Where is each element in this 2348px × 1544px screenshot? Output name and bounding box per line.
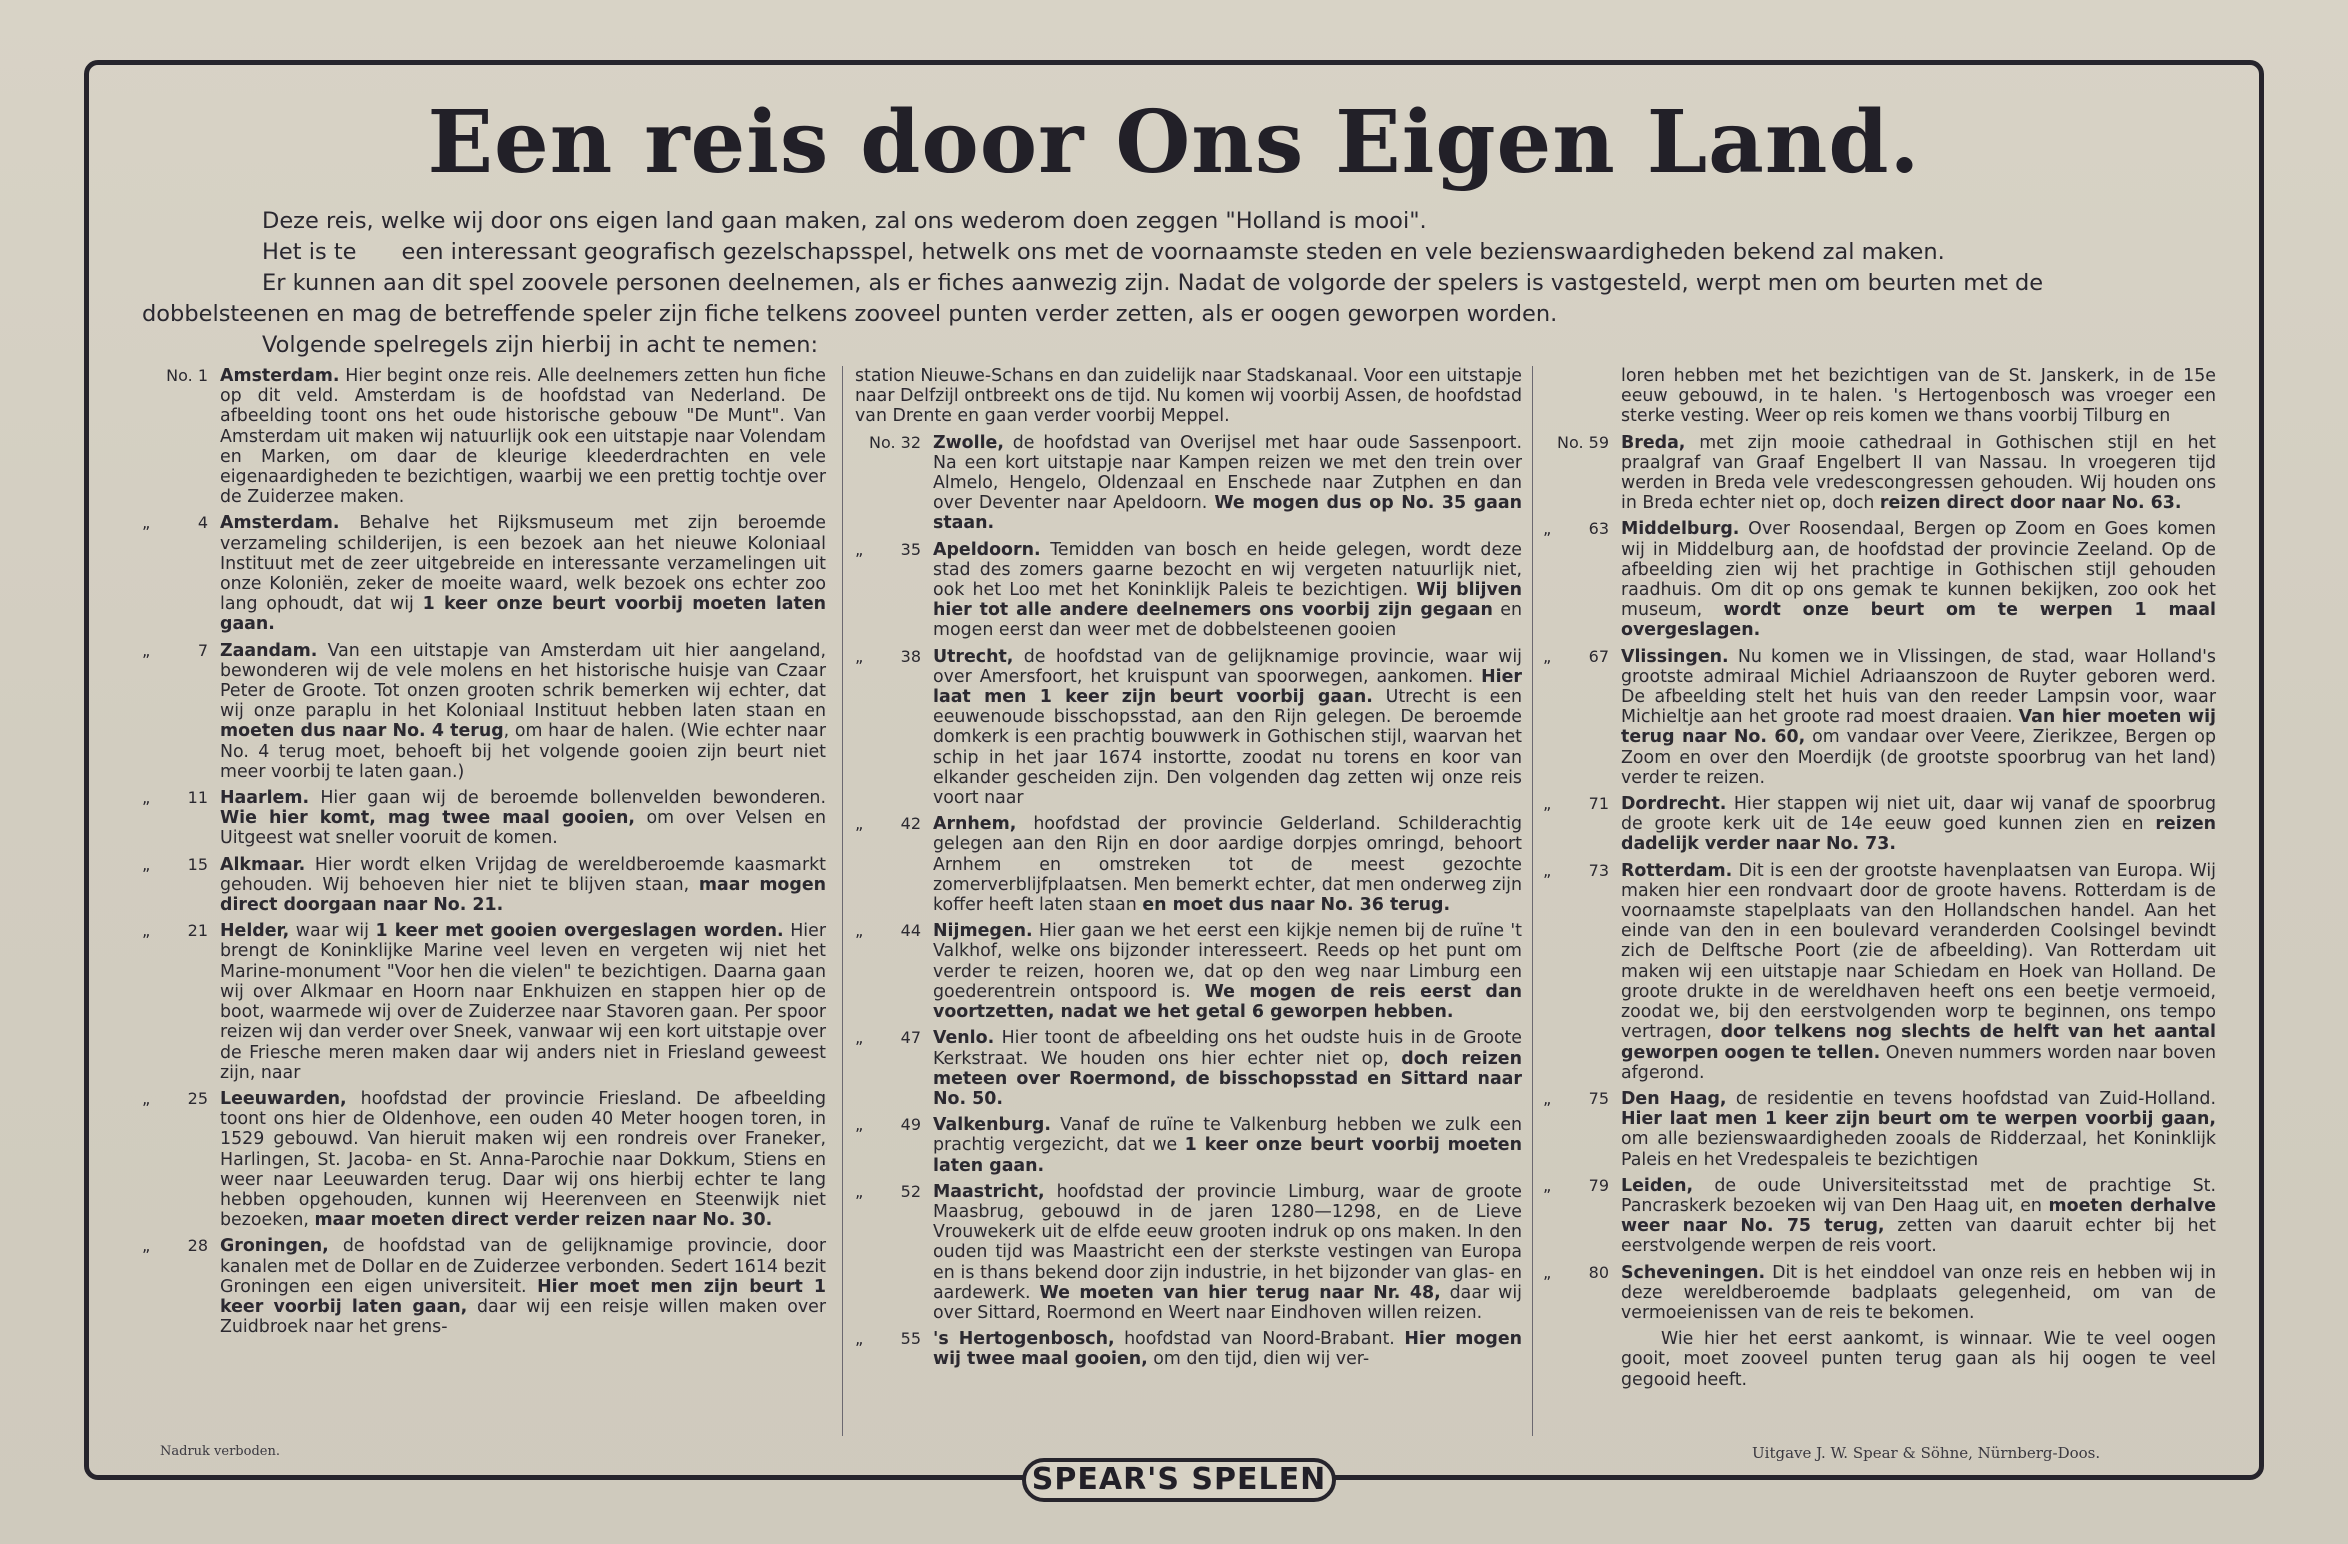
city-name: Leeuwarden,: [220, 1088, 347, 1109]
brand-logo: SPEAR'S SPELEN: [1022, 1458, 1336, 1502]
rule-text: daar wij een reisje willen maken over Zuidbroek naar het grens-: [220, 1296, 827, 1338]
rule-text: Dit is een der grootste havenplaatsen van Europa. Wij maken hier een rondvaart door de groote havens. Rotterdam is de voornaamste stapelplaats van den Hollandschen handel. Aan het einde van den in een boulevard veranderden Coolsingel bevindt zich de Delftsche Poort (zie de afbeelding). Van Rotterdam uit maken wij een uitstapje naar Schiedam en Hoek van Holland. De groote drukte in de wereldhaven heeft ons een beetje vermoeid, zoodat we, bij den eerstvolgenden worp te beginnen, ons tempo vertragen,: [1621, 860, 2216, 1043]
rule-entry: [855, 540, 1522, 641]
field-number-value: 73: [1588, 860, 1609, 880]
rule-instruction: maar mogen direct doorgaan naar No. 21.: [220, 874, 827, 916]
rule-text: waar wij: [289, 921, 376, 942]
rule-text: Vanaf de ruïne te Valkenburg hebben we zulk een prachtig vergezicht, dat we: [933, 1115, 1522, 1156]
field-number: [1543, 1176, 1609, 1196]
rule-entry: [1543, 794, 2216, 855]
rule-entry: [142, 921, 826, 1083]
rule-instruction: moeten derhalve weer naar No. 75 terug,: [1621, 1195, 2216, 1237]
rule-instruction: Wij blijven hier tot alle andere deelnemers ons voorbij zijn gegaan: [933, 580, 1522, 621]
field-number: [142, 1089, 208, 1109]
intro-line: Volgende spelregels zijn hierbij in acht te nemen:: [262, 332, 819, 358]
continued-text: loren hebben met het bezichtigen van de St. Janskerk, in de 15e eeuw gebouwd, in te halen. 's Hertogenbosch was vroeger een sterke vesting. Weer op reis komen we thans voorbij Tilburg en: [1621, 366, 2216, 427]
rule-instruction: Hier mogen wij twee maal gooien,: [933, 1329, 1522, 1370]
field-number-value: 67: [1588, 646, 1609, 666]
city-name: Valkenburg.: [933, 1115, 1051, 1136]
city-name: Leiden,: [1621, 1175, 1694, 1196]
field-number-value: 79: [1588, 1175, 1609, 1195]
ditto-mark: „: [142, 513, 151, 533]
field-number: [1543, 519, 1609, 539]
city-name: Nijmegen.: [933, 921, 1033, 942]
field-number: [1543, 647, 1609, 667]
city-name: Alkmaar.: [220, 854, 306, 875]
rule-text: hoofdstad der provincie Friesland. De afbeelding toont ons hier de Oldenhove, een ouden 40 Meter hoogen toren, in 1529 gebouwd. Van hieruit maken wij een rondreis over Franeker, Harlingen, St. Jacoba- en St. Anna-Parochie naar Dokkum, Stiens en weer naar Leeuwarden terug. Daar wij ons hierbij echter te lang hebben opgehouden, kunnen wij Heerenveen en Steenwijk niet bezoeken,: [220, 1088, 826, 1231]
field-number-value: 44: [900, 921, 921, 941]
city-name: Scheveningen.: [1621, 1262, 1766, 1283]
ditto-mark: „: [855, 1329, 864, 1349]
rule-text: Hier brengt de Koninklijke Marine veel leven en vergeten wij niet het Marine-monument "Voor hen die vielen" te bezichtigen. Daarna gaan wij over Alkmaar en Hoorn naar Enkhuizen en stappen hier op de boot, waarmede wij over de Zuiderzee naar Stavoren gaan. Per spoor reizen wij dan verder over Sneek, vanwaar wij een kort uitstapje over de Friesche meren maken daar wij anders niet in Friesland geweest zijn, naar: [220, 921, 826, 1083]
rule-text: de oude Universiteitsstad met de prachtige St. Pancraskerk bezoeken wij van Den Haag uit, en: [1621, 1175, 2216, 1216]
city-name: Utrecht,: [933, 646, 1014, 667]
rule-instruction: door telkens nog slechts de helft van het aantal geworpen oogen te tellen.: [1621, 1022, 2216, 1063]
field-number: [142, 641, 208, 661]
field-number: [1543, 861, 1609, 881]
field-number-value: 47: [900, 1028, 921, 1048]
rule-text: Van een uitstapje van Amsterdam uit hier aangeland, bewonderen wij de vele molens en het historische huisje van Czaar Peter de Groote. Tot onzen grooten schrik bemerken wij echter, dat wij onze paraplu in het Koloniaal Instituut hebben laten staan en: [220, 640, 826, 722]
field-number: [855, 647, 921, 667]
field-number: [1543, 794, 1609, 814]
rule-instruction: We mogen dus op No. 35 gaan staan.: [933, 493, 1522, 534]
rule-instruction: Wie hier komt, mag twee maal gooien,: [220, 808, 635, 829]
continued-text: station Nieuwe-Schans en dan zuidelijk naar Stadskanaal. Voor een uitstapje naar Delfzijl ontbreekt ons de tijd. Nu komen wij voorbij Assen, de hoofdstad van Drente en gaan verder voorbij Meppel.: [855, 366, 1522, 427]
ditto-mark: „: [142, 854, 151, 874]
field-number-value: 80: [1588, 1262, 1609, 1282]
rule-entry: [142, 641, 826, 782]
ditto-mark: „: [855, 646, 864, 666]
rule-text: de residentie en tevens hoofdstad van Zuid-Holland.: [1726, 1088, 2217, 1109]
field-number-value: 4: [197, 513, 208, 533]
winner-rule: Wie hier het eerst aankomt, is winnaar. Wie te veel oogen gooit, moet zooveel punten terug gaan als hij oogen te veel gegooid heeft.: [1621, 1329, 2216, 1390]
rule-text: zetten van daaruit echter bij het eerstvolgende werpen de reis voort.: [1621, 1216, 2216, 1257]
rule-instruction: reizen dadelijk verder naar No. 73.: [1621, 814, 2216, 855]
ditto-mark: „: [1543, 1175, 1552, 1195]
field-number: [142, 1236, 208, 1256]
field-number: [855, 540, 921, 560]
field-number: [855, 1329, 921, 1349]
ditto-mark: „: [855, 539, 864, 559]
rule-text: en mogen eerst dan weer met de dobbelsteenen gooien: [933, 600, 1522, 641]
ditto-mark: „: [1543, 1262, 1552, 1282]
ditto-mark: „: [1543, 860, 1552, 880]
field-number: [1543, 1263, 1609, 1283]
rule-entry: [1543, 1089, 2216, 1170]
rule-instruction: 1 keer onze beurt voorbij moeten laten gaan.: [220, 594, 826, 635]
field-number-value: 25: [187, 1088, 208, 1108]
intro-line: dobbelsteenen en mag de betreffende speler zijn fiche telkens zooveel punten verder zetten, als er oogen geworpen worden.: [142, 301, 1558, 327]
field-number: [142, 855, 208, 875]
rule-instruction: Hier laat men 1 keer zijn beurt om te werpen voorbij gaan,: [1621, 1109, 2216, 1130]
rule-text: hoofdstad der provincie Limburg, waar de groote Maasbrug, gebouwd in de jaren 1280—1298, en de Lieve Vrouwekerk uit de elfde eeuw grooten indruk op ons maken. In den ouden tijd was Maastricht een der sterkste vestingen van Europa en is thans bekend door zijn industrie, in het bijzonder van glas- en aardewerk.: [933, 1181, 1522, 1303]
field-number-value: 55: [900, 1329, 921, 1349]
rule-text: de hoofdstad van de gelijknamige provincie, waar wij over Amersfoort, het kruispunt van spoorwegen, aankomen.: [933, 646, 1522, 687]
field-number-value: 71: [1588, 794, 1609, 814]
city-name: Arnhem,: [933, 814, 1017, 835]
rule-text: om vandaar over Veere, Zierikzee, Bergen op Zoom en over den Moerdijk (de grootste spoorbrug van het land) verder te reizen.: [1621, 727, 2216, 788]
field-number: No. 1: [166, 366, 208, 385]
rule-text: Hier gaan wij de beroemde bollenvelden bewonderen.: [309, 788, 826, 809]
rule-entry: [855, 647, 1522, 809]
ditto-mark: „: [1543, 1088, 1552, 1108]
field-number: [855, 1115, 921, 1135]
field-number: [142, 921, 208, 941]
city-name: Zwolle,: [933, 432, 1004, 453]
field-number-value: 38: [900, 646, 921, 666]
rule-text: Oneven nummers worden naar boven afgerond.: [1621, 1042, 2217, 1083]
rule-text: Hier gaan we het eerst een kijkje nemen bij de ruïne 't Valkhof, welke ons bijzonder interesseert. Reeds op het punt om verder te reizen, hooren we, dat op den weg naar Limburg een goederentrein ontspoord is.: [933, 921, 1522, 1002]
rule-instruction: en moet dus naar No. 36 terug.: [1142, 895, 1451, 916]
field-number-value: 21: [187, 921, 208, 941]
ditto-mark: „: [855, 1181, 864, 1201]
ditto-mark: „: [1543, 794, 1552, 814]
rule-entry: [855, 1182, 1522, 1323]
ditto-mark: „: [1543, 519, 1552, 539]
rule-entry: [855, 921, 1522, 1022]
intro-line: Het is te een interessant geografisch gezelschapsspel, hetwelk ons met de voornaamste steden en vele bezienswaardigheden bekend zal maken.: [262, 239, 1945, 265]
city-name: Zaandam.: [220, 640, 318, 661]
rule-text: Nu komen we in Vlissingen, de stad, waar Holland's grootste admiraal Michiel Adriaanszoon de Ruyter geboren werd. De afbeelding stelt het huis van den reeder Lampsin voor, waar Michieltje aan het groote rad moest draaien.: [1621, 646, 2216, 728]
field-number: [855, 1182, 921, 1202]
rule-instruction: Hier laat men 1 keer zijn beurt voorbij gaan.: [933, 666, 1522, 708]
rules-columns: [142, 366, 2216, 1436]
rule-entry: [855, 1115, 1522, 1176]
rule-instruction: reizen direct door naar No. 63.: [1879, 493, 2182, 514]
rule-text: Dit is het einddoel van onze reis en hebben wij in deze wereldberoemde badplaats gelegenheid, om van de vermoeienissen van de reis te bekomen.: [1621, 1262, 2216, 1323]
field-number-value: 15: [187, 854, 208, 874]
page-title: Een reis door Ons Eigen Land.: [427, 92, 1921, 193]
ditto-mark: „: [142, 1236, 151, 1256]
ditto-mark: „: [855, 1115, 864, 1135]
rule-entry: [855, 433, 1522, 534]
field-number-value: 7: [197, 640, 208, 660]
field-number-value: 28: [187, 1236, 208, 1256]
rule-entry: [142, 366, 826, 507]
rule-entry: [142, 513, 826, 634]
rule-entry: [1543, 1263, 2216, 1324]
ditto-mark: „: [142, 640, 151, 660]
field-number-value: 42: [900, 814, 921, 834]
field-number: No. 59: [1556, 432, 1609, 452]
rule-instruction: 1 keer met gooien overgeslagen worden.: [375, 921, 784, 942]
field-number-value: 75: [1588, 1088, 1609, 1108]
rule-entry: [142, 855, 826, 916]
city-name: Venlo.: [933, 1028, 995, 1049]
rule-text: met zijn mooie cathedraal in Gothischen stijl en het praalgraf van Graaf Engelbert II van Nassau. In vroegeren tijd werden in Breda vele vredescongressen gehouden. Wij houden ons in Breda echter niet op, doch: [1621, 432, 2216, 514]
rule-text: Hier toont de afbeelding ons het oudste huis in de Groote Kerkstraat. We houden ons hier echter niet op,: [933, 1028, 1522, 1069]
rule-text: om over Velsen en Uitgeest wat sneller vooruit de komen.: [220, 808, 826, 849]
rule-instruction: maar moeten direct verder reizen naar No. 30.: [314, 1210, 773, 1231]
rule-entry: [1543, 519, 2216, 640]
rule-entry: [1543, 433, 2216, 514]
city-name: Vlissingen.: [1621, 646, 1729, 667]
city-name: Dordrecht.: [1621, 794, 1727, 815]
city-name: Groningen,: [220, 1236, 329, 1257]
rule-instruction: 1 keer onze beurt voorbij moeten laten gaan.: [933, 1135, 1522, 1176]
ditto-mark: „: [142, 788, 151, 808]
rule-instruction: doch reizen meteen over Roermond, de bisschopsstad en Sittard naar No. 50.: [933, 1048, 1522, 1109]
rule-entry: [855, 1028, 1522, 1109]
city-name: Breda,: [1621, 432, 1686, 453]
rules-column-3: [1532, 366, 2216, 1436]
field-number-value: 35: [900, 539, 921, 559]
field-number: No. 32: [868, 432, 921, 452]
rules-column-2: [842, 366, 1522, 1436]
rule-text: Utrecht is een eeuwenoude bisschopsstad, aan den Rijn gelegen. De beroemde domkerk is een prachtig bouwwerk in Gothischen stijl, waarvan het schip in het jaar 1674 instortte, zoodat nu torens en koor van elkander gescheiden zijn. Den volgenden dag zetten wij onze reis voort naar: [933, 687, 1522, 809]
city-name: 's Hertogenbosch,: [933, 1329, 1115, 1350]
rule-text: Temidden van bosch en heide gelegen, wordt deze stad des zomers gaarne bezocht en wij vergeten natuurlijk niet, ook het Loo met het Koninklijk Paleis te bezichtigen.: [933, 539, 1522, 601]
rule-instruction: Van hier moeten wij terug naar No. 60,: [1621, 707, 2216, 748]
field-number-value: 11: [187, 788, 208, 808]
field-number-value: 49: [900, 1115, 921, 1135]
rule-entry: [142, 1089, 826, 1230]
ditto-mark: „: [855, 921, 864, 941]
city-name: Rotterdam.: [1621, 860, 1733, 881]
city-name: Middelburg.: [1621, 519, 1740, 540]
rules-column-1: [142, 366, 826, 1436]
field-number: [855, 921, 921, 941]
rule-entry: [142, 1236, 826, 1337]
field-number: [855, 1028, 921, 1048]
rule-entry: [855, 1329, 1522, 1369]
city-name: Amsterdam.: [220, 366, 340, 386]
rule-text: Behalve het Rijksmuseum met zijn beroemde verzameling schilderijen, is een bezoek aan het nieuwe Koloniaal Instituut met de zeer uitgebreide en interessante verzamelingen uit onze Koloniën, zeker de moeite waard, welk bezoek ons echter zoo lang ophoudt, dat wij: [220, 513, 826, 615]
rule-entry: [142, 788, 826, 849]
field-number: [1543, 1089, 1609, 1109]
rule-text: om alle bezienswaardigheden zooals de Ridderzaal, het Koninklijk Paleis en het Vredespaleis te bezichtigen: [1621, 1129, 2216, 1170]
rule-text: Hier wordt elken Vrijdag de wereldberoemde kaasmarkt gehouden. Wij behoeven hier niet te blijven staan,: [220, 854, 826, 895]
rule-text: hoofdstad der provincie Gelderland. Schilderachtig gelegen aan den Rijn en door aardige dorpjes omringd, behoort Arnhem en omstreken tot de meest gezochte zomerverblijfplaatsen. Men bemerkt echter, dat men onderweg zijn koffer heeft laten staan: [933, 814, 1522, 916]
rule-entry: [1543, 647, 2216, 788]
field-number: [142, 513, 208, 533]
rule-entry: [855, 814, 1522, 915]
intro-line: Deze reis, welke wij door ons eigen land gaan maken, zal ons wederom doen zeggen "Holland is mooi".: [262, 208, 1427, 234]
city-name: Den Haag,: [1621, 1088, 1727, 1109]
publisher-note: Uitgave J. W. Spear & Söhne, Nürnberg-Doos.: [1752, 1444, 2101, 1462]
rule-text: om den tijd, dien wij ver-: [1147, 1349, 1370, 1370]
rule-text: de hoofdstad van de gelijknamige provincie, door kanalen met de Dollar en de Zuiderzee verbonden. Sedert 1614 bezit Groningen een eigen universiteit.: [220, 1236, 826, 1297]
rule-entry: [1543, 861, 2216, 1083]
ditto-mark: „: [855, 814, 864, 834]
rule-text: Over Roosendaal, Bergen op Zoom en Goes komen wij in Middelburg aan, de hoofdstad der provincie Zeeland. Op de afbeelding zien wij het prachtige in Gothischen stijl gehouden raadhuis. Om dit op ons gemak te kunnen bekijken, zoo ook het museum,: [1621, 519, 2216, 621]
field-number: [142, 788, 208, 808]
rule-text: hoofdstad van Noord-Brabant.: [1114, 1329, 1405, 1350]
ditto-mark: „: [142, 1088, 151, 1108]
rule-instruction: We mogen de reis eerst dan voortzetten, nadat we het getal 6 geworpen hebben.: [933, 981, 1522, 1023]
field-number-value: 52: [900, 1181, 921, 1201]
rule-text: de hoofdstad van Overijsel met haar oude Sassenpoort. Na een kort uitstapje naar Kampen reizen we met den trein over Almelo, Hengelo, Oldenzaal en Enschede naar Zutphen en dan over Deventer naar Apeldoorn.: [933, 432, 1522, 514]
ditto-mark: „: [1543, 646, 1552, 666]
rule-entry: [1543, 1176, 2216, 1257]
field-number-value: 63: [1588, 519, 1609, 539]
copyright-note: Nadruk verboden.: [160, 1444, 280, 1459]
city-name: Haarlem.: [220, 788, 310, 809]
rule-instruction: Hier moet men zijn beurt 1 keer voorbij laten gaan,: [220, 1276, 827, 1317]
rule-text: Hier begint onze reis. Alle deelnemers zetten hun fiche op dit veld. Amsterdam is de hoofdstad van Nederland. De afbeelding toont ons het oude historische gebouw "De Munt". Van Amsterdam uit maken wij natuurlijk ook een uitstapje naar Volendam en Marken, om daar de kleurige kleederdrachten en vele eigenaardigheden te bezichtigen, waarbij we een prettig tochtje over de Zuiderzee maken.: [220, 366, 826, 508]
city-name: Maastricht,: [933, 1181, 1045, 1202]
rule-text: daar wij over Sittard, Roermond en Weert naar Eindhoven willen reizen.: [933, 1282, 1522, 1323]
intro-line: Er kunnen aan dit spel zoovele personen deelnemen, als er fiches aanwezig zijn. Nadat de volgorde der spelers is vastgesteld, werpt men om beurten met de: [262, 270, 2044, 296]
rule-text: , om haar de halen. (Wie echter naar No. 4 terug moet, behoeft bij het volgende gooien zijn beurt niet meer voorbij te laten gaan.): [220, 721, 826, 782]
field-number: [855, 814, 921, 834]
intro-paragraph: [142, 206, 2212, 361]
rule-instruction: moeten dus naar No. 4 terug: [220, 721, 504, 742]
city-name: Helder,: [220, 921, 290, 942]
rule-instruction: We moeten van hier terug naar Nr. 48,: [1039, 1282, 1441, 1303]
ditto-mark: „: [142, 921, 151, 941]
rule-instruction: wordt onze beurt om te werpen 1 maal overgeslagen.: [1621, 600, 2216, 641]
city-name: Amsterdam.: [220, 513, 340, 534]
rule-text: Hier stappen wij niet uit, daar wij vanaf de spoorbrug de groote kerk uit de 14e eeuw goed kunnen zien en: [1621, 794, 2216, 835]
city-name: Apeldoorn.: [933, 539, 1041, 560]
ditto-mark: „: [855, 1028, 864, 1048]
